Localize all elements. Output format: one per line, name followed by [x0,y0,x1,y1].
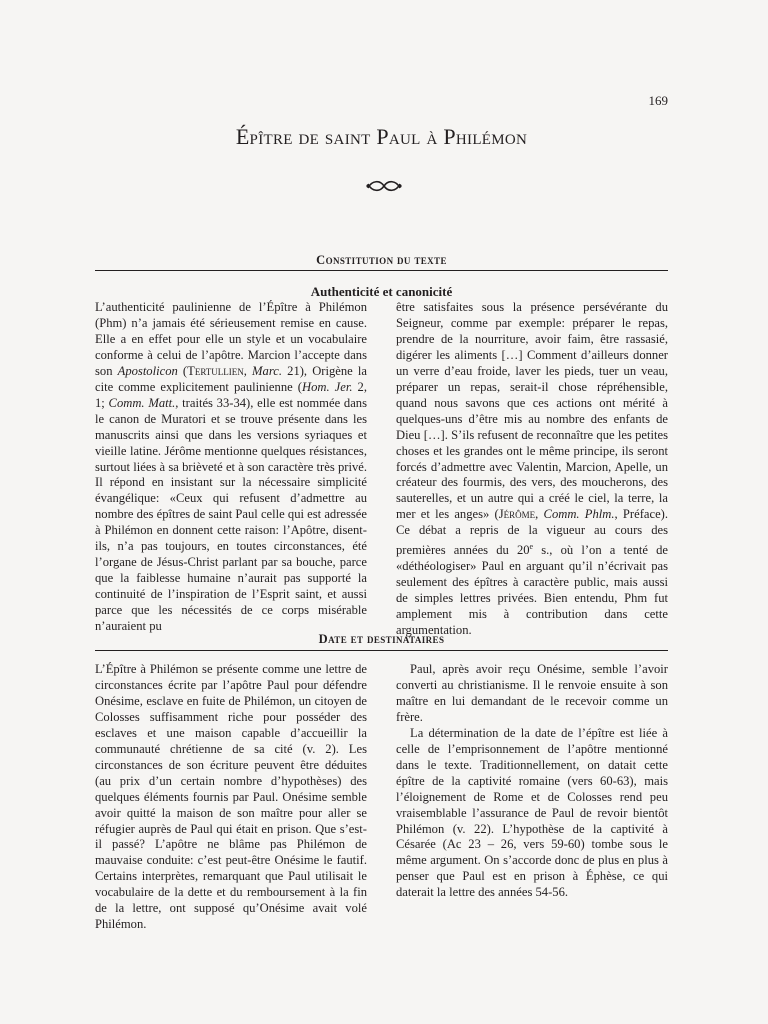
column-right-section2 [396,662,668,901]
paragraph: L’authenticité paulinienne de l’Épître à Philémon (Phm) n’a jamais été sérieusement remise en cause. Elle a en effet pour elle un style et un vocabulaire conforme à celui de l’apôtre. Marcion l’accepte dans son Apostolicon (Tertullien, Marc. 21), Origène la cite comme explicitement paulinienne (Hom. Jer. 2, 1; Comm. Matt., traités 33-34), elle est nommée dans le canon de Muratori et se trouve présente dans les manuscrits ainsi que dans les versions syriaques et vieille latine. Jérôme mentionne quelques résistances, surtout liées à sa brièveté et à son caractère très privé. Il répond en insistant sur la nécessaire simplicité évangélique: «Ceux qui refusent d’admettre au nombre des épîtres de saint Paul celle qui est adressée à Philémon en donnent cette raison: l’Apôtre, disent-ils, n’a pas toujours, en toutes circonstances, été l’organe de Jésus-Christ parlant par sa bouche, parce que la faiblesse humaine n’aurait pas supporté la continuité de l’inspiration de l’Esprit saint, et aussi parce que les nécessités de ce corps misérable n’auraient pu [95,300,368,634]
page-title: Épître de saint Paul à Philémon [235,124,528,149]
fleuron-ornament-icon [364,176,404,196]
paragraph: Paul, après avoir reçu Onésime, semble l’avoir converti au christianisme. Il le renvoie ensuite à son maître en lui demandant de le recevoir comme un frère. [396,662,668,724]
subheading-authenticite: Authenticité et canonicité [310,284,453,299]
column-right-section1 [396,300,668,639]
section-heading-date: Date et destinataires [318,632,445,646]
paragraph: être satisfaites sous la présence persévérante du Seigneur, comme par exemple: préparer le repas, prendre de la nourriture, avoir faim, être rassasié, digérer les aliments […] Comment d’ailleurs donner un verre d’eau froide, laver les pieds, tuer un veau, préparer un repas, serait-il chose répréhensible, quand nous savons que ces actions ont mérité à quelques-uns d’être mis au nombre des enfants de Dieu […]. S’ils refusent de reconnaître que les petites choses et les grandes ont le même principe, ils seront forcés d’admettre avec Valentin, Marcion, Apelle, un créateur des fourmis, des vers, des moucherons, des sauterelles, et un autre qui a créé le ciel, la terre, la mer et les anges» (Jérôme, Comm. Phlm., Préface). Ce débat a repris de la vigueur au cours des premières années du 20e s., où l’on a tenté de «déthéologiser» Paul en arguant qu’il n’écrivait pas seulement des épîtres à caractère public, mais aussi de simples lettres privées. Bien entendu, Phm fut amplement mis à contribution dans cette argumentation. [396,300,669,638]
page-number: 169 [648,93,668,108]
section-rule [95,650,668,651]
paragraph: L’Épître à Philémon se présente comme une lettre de circonstances écrite par l’apôtre Paul pour défendre Onésime, esclave en fuite de Philémon, un citoyen de Colosses suffisamment riche pour posséder des esclaves et une maison capable d’accueillir la communauté chrétienne de sa cité (v. 2). Les circonstances de son écriture peuvent être déduites (au prix d’un certain nombre d’hypothèses) des quelques éléments fournis par Paul. Onésime semble avoir quitté la maison de son maître pour aller se réfugier auprès de Paul qui était en prison. Que s’est-il passé? L’apôtre ne blâme pas Philémon de mauvaise conduite: c’est peut-être Onésime le fautif. Certains interprètes, remarquant que Paul utilisait le vocabulaire de la dette et du remboursement à la fin de la lettre, ont supposé qu’Onésime avait volé Philémon. [95,662,367,932]
paragraph: La détermination de la date de l’épître est liée à celle de l’emprisonnement de l’apôtre mentionné dans le texte. Traditionnellement, on datait cette épître de la captivité romaine (vers 60-63), mais l’éloignement de Rome et de Colosses rend peu vraisemblable l’assurance de Paul de revoir bientôt Philémon (v. 22). L’hypothèse de la captivité à Césarée (Ac 23 – 26, vers 59-60) tombe sous le même argument. On s’accorde donc de plus en plus à penser que Paul est en prison à Éphèse, ce qui daterait la lettre des années 54-56. [396,725,668,900]
section-heading-constitution: Constitution du texte [316,253,447,267]
section-rule [95,270,668,271]
column-left-section1 [95,300,367,635]
column-left-section2 [95,662,367,933]
